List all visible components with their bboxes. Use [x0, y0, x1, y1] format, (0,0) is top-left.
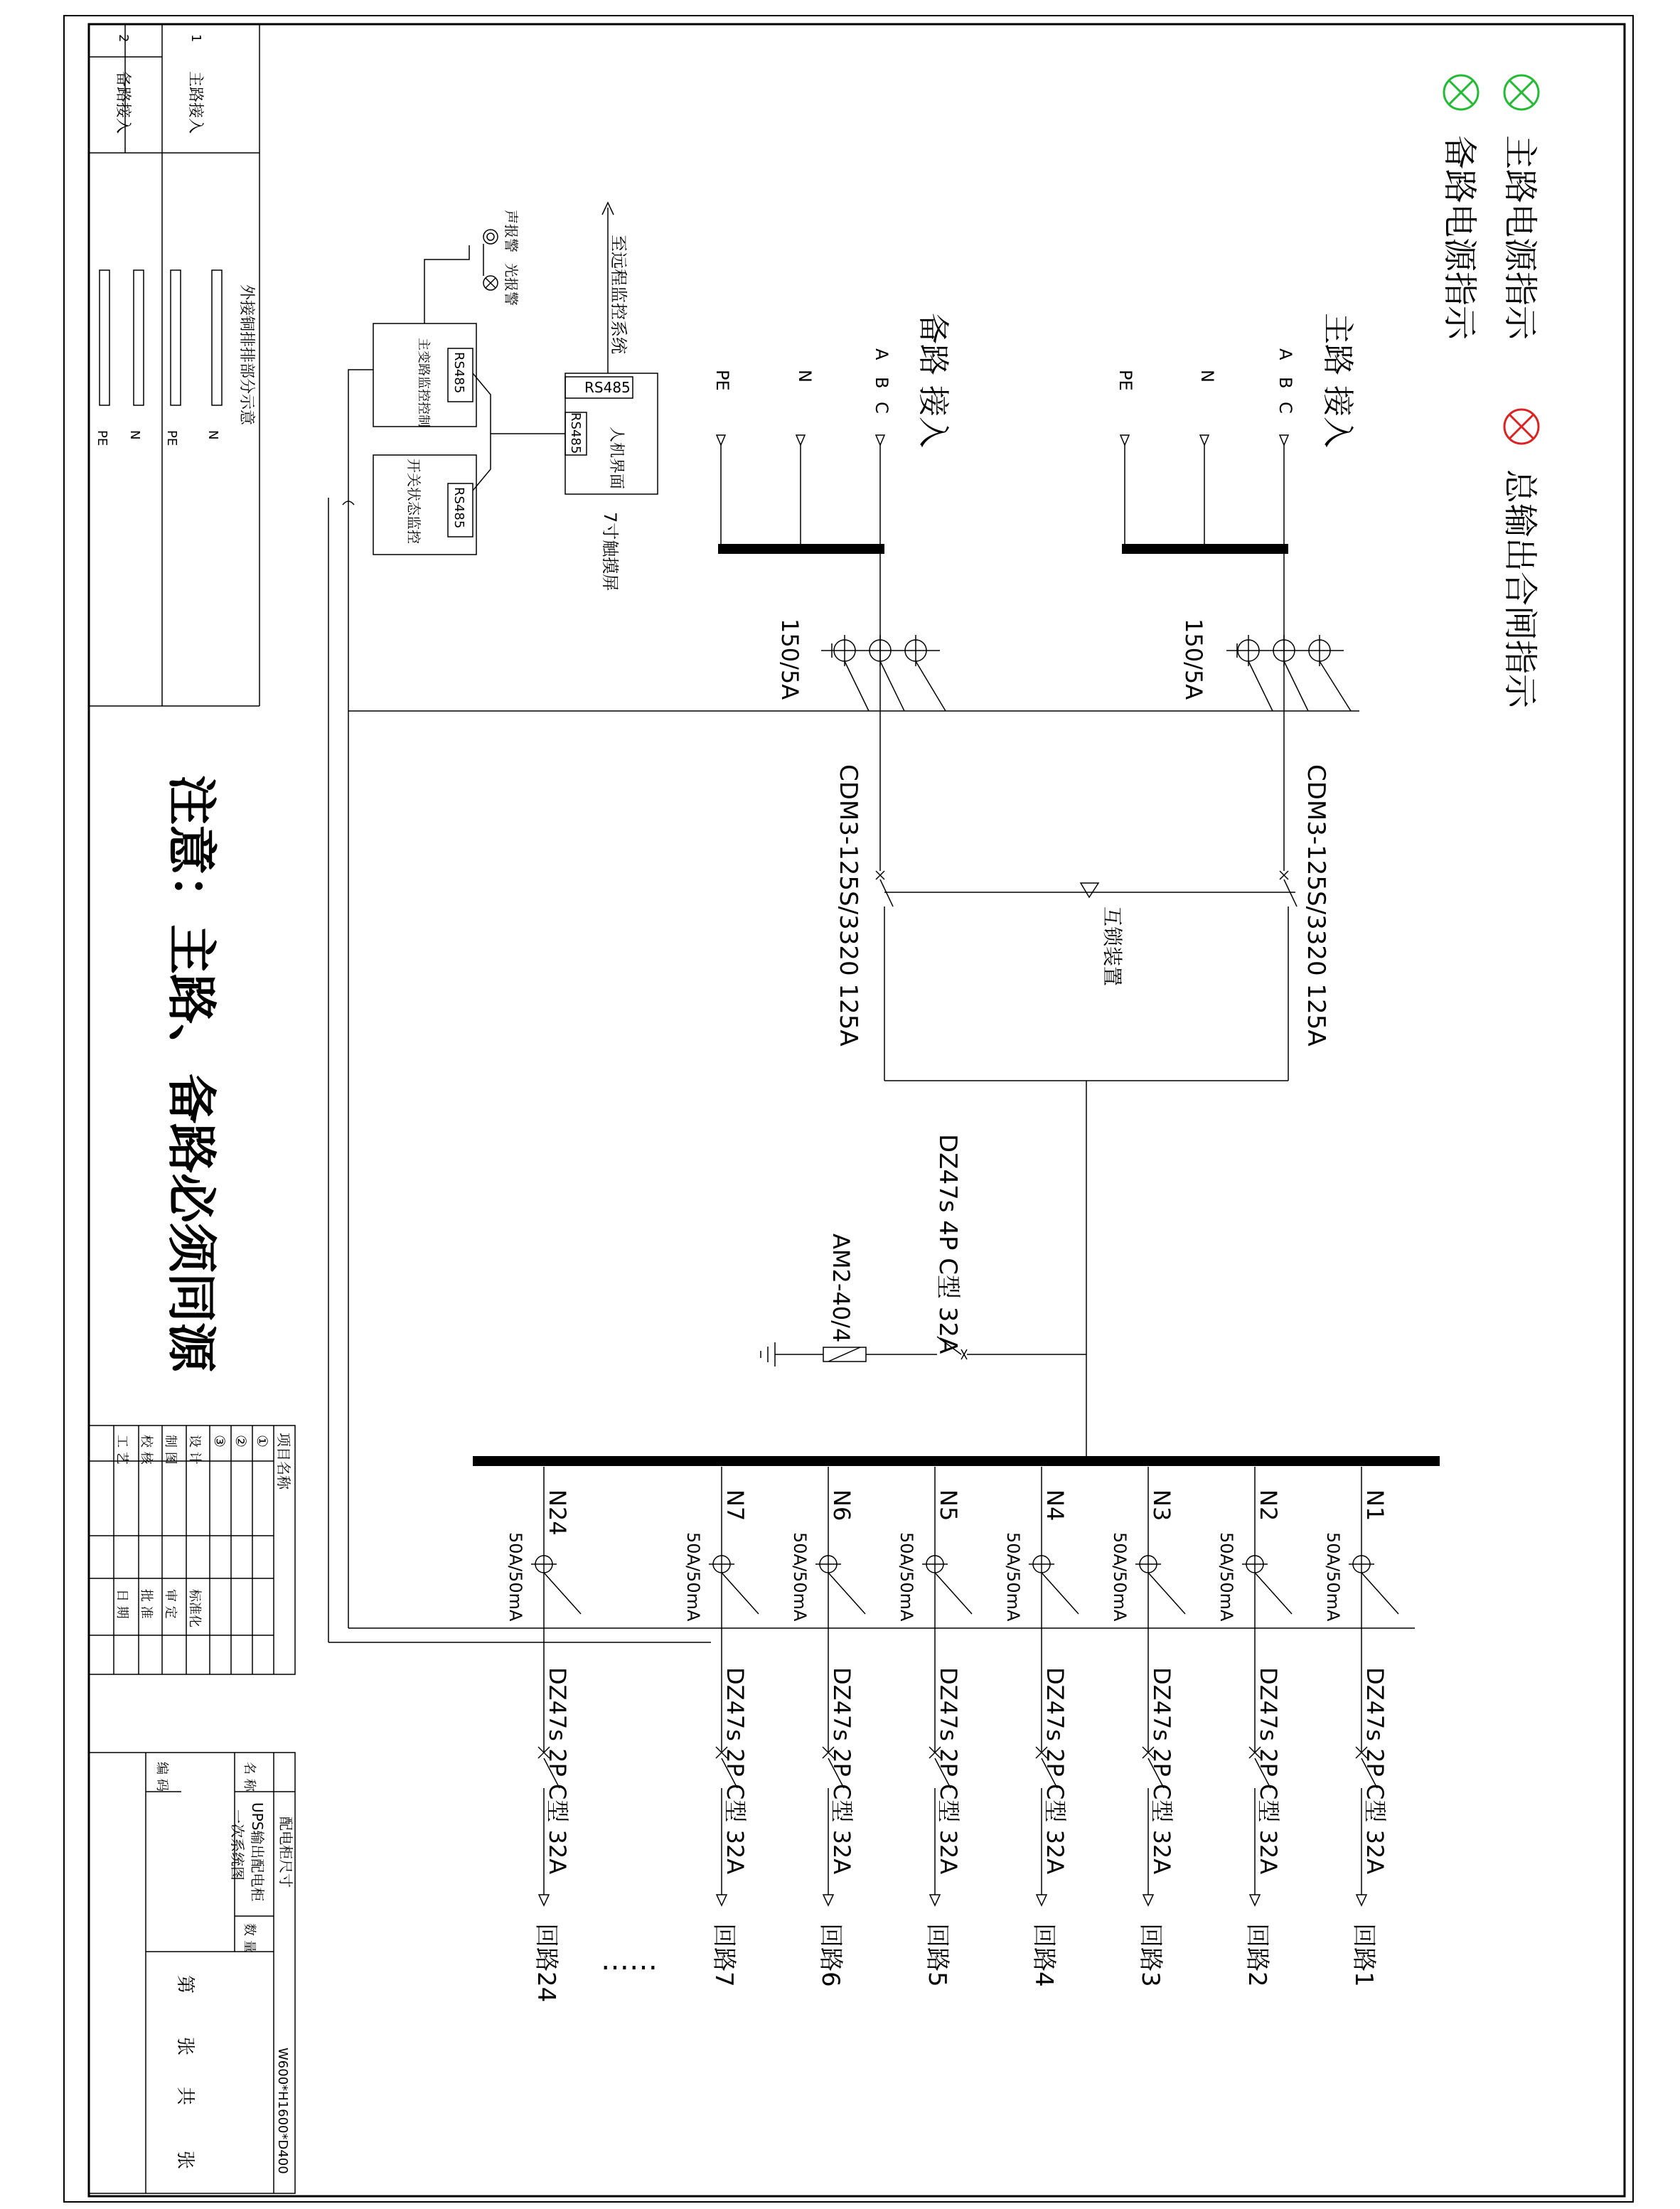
tb-craft: 工 艺 [114, 1435, 129, 1465]
backup-power-lamp-icon [1444, 75, 1478, 109]
branch-n-label: N3 [1148, 1489, 1175, 1521]
branch-rcd-label: 50A/50mA [1110, 1532, 1130, 1622]
hmi-rs485-a: RS485 [584, 379, 631, 396]
light-alarm-label: 光报警 [503, 263, 520, 306]
branch-rcd-label: 50A/50mA [1216, 1532, 1236, 1622]
main-mcb-label: DZ47s 4P C型 32A [933, 1134, 962, 1354]
light-alarm-icon [483, 276, 498, 290]
tb-name1: UPS输出配电柜 [249, 1802, 266, 1902]
tb-c2: ② [232, 1435, 250, 1448]
hmi-label: 人机界面 [607, 427, 625, 490]
legend [1440, 75, 1540, 709]
output-arrow-icon [717, 1895, 727, 1905]
tb-sheet3: 共 [174, 2087, 196, 2106]
copper-main-access: 主路接入 [186, 71, 204, 134]
copper-bar-1 [212, 270, 222, 405]
hmi-rs485-b: RS485 [568, 412, 583, 454]
copper-n-1: N [205, 430, 220, 440]
branch-mcb-label: DZ47s 2P C型 32A [935, 1667, 962, 1875]
branch-rcd-label: 50A/50mA [1003, 1532, 1023, 1622]
copper-pe-2: PE [95, 430, 109, 446]
branch-mcb-label: DZ47s 2P C型 32A [1042, 1667, 1069, 1875]
title-block [89, 1426, 295, 2193]
branch-4 [1003, 1467, 1079, 1987]
branch-circuits [505, 1467, 1398, 2002]
main-ct-icon [1226, 635, 1351, 711]
tb-size-label: 配电柜尺寸 [277, 1817, 294, 1888]
copper-row1-num: 1 [188, 34, 203, 43]
tb-sheet1: 第 [174, 1975, 196, 1994]
branch-2 [1216, 1467, 1292, 1987]
switch-monitor-rs485: RS485 [451, 487, 466, 529]
backup-phase-c: C [872, 402, 892, 414]
copper-pe-1: PE [164, 430, 179, 446]
branch-mcb-label: DZ47s 2P C型 32A [1255, 1667, 1282, 1875]
main-n-label: N [1197, 370, 1217, 383]
branch-output-label: 回路5 [923, 1923, 951, 1987]
branch-n-label: N24 [544, 1489, 571, 1536]
inner-border [89, 24, 1625, 2196]
copper-bar-table [89, 24, 260, 706]
output-arrow-icon [1357, 1895, 1366, 1905]
main-pe-label: PE [1115, 370, 1135, 391]
branch-output-label: 回路7 [710, 1923, 738, 1987]
branch-n-label: N7 [722, 1489, 749, 1521]
tb-qty-label: 数 量 [242, 1923, 257, 1953]
note: 注意：主路、备路必须同源 [162, 775, 220, 1372]
control-blocks [348, 203, 658, 591]
main-input [1115, 313, 1356, 1047]
branch-output-label: 回路3 [1136, 1923, 1165, 1987]
copper-n-2: N [127, 430, 142, 440]
legend-main-power: 主路电源指示 [1500, 135, 1540, 341]
main-ct-label: 150/5A [1180, 619, 1207, 700]
copper-row2-num: 2 [116, 34, 131, 43]
branch-rcd-label: 50A/50mA [790, 1532, 810, 1622]
main-phase-a: A [1275, 348, 1295, 360]
tb-name-label: 名 称 [242, 1762, 257, 1792]
tb-approve: 批 准 [139, 1589, 154, 1619]
branch-n-label: N6 [828, 1489, 855, 1521]
backup-phase-a: A [872, 348, 892, 360]
backup-input [712, 313, 951, 1047]
branch-mcb-label: DZ47s 2P C型 32A [1148, 1667, 1175, 1875]
branch-rcd-label: 50A/50mA [505, 1532, 525, 1622]
sound-alarm-label: 声报警 [503, 210, 520, 252]
output-arrow-icon [1143, 1895, 1153, 1905]
branch-1 [1323, 1467, 1398, 1987]
legend-output-close: 总输出合闸指示 [1500, 469, 1540, 709]
main-breaker-label: CDM3-125S/3320 125A [1302, 764, 1330, 1047]
copper-bar-3 [134, 270, 144, 405]
backup-pe-label: PE [712, 370, 732, 391]
interlock-device [884, 883, 1295, 1081]
tb-name2: 一次系统图 [229, 1809, 246, 1881]
backup-breaker-label: CDM3-125S/3320 125A [834, 764, 862, 1047]
branch-output-label: 回路4 [1029, 1923, 1058, 1987]
sound-alarm-icon [483, 230, 498, 244]
main-monitor-rs485: RS485 [451, 352, 466, 394]
branch-n-label: N1 [1361, 1489, 1389, 1521]
spd-icon [761, 1337, 1086, 1366]
legend-backup-power: 备路电源指示 [1440, 135, 1480, 341]
tb-project: 项目名称 [275, 1433, 292, 1489]
branch-n-label: N4 [1042, 1489, 1069, 1521]
tb-sheet4: 张 [174, 2151, 196, 2170]
branch-mcb-label: DZ47s 2P C型 32A [828, 1667, 855, 1875]
main-phase-b: B [1275, 377, 1295, 389]
branch-output-label: 回路1 [1349, 1923, 1378, 1987]
switch-monitor-label: 开关状态监控 [405, 459, 422, 544]
branch-n-label: N5 [935, 1489, 962, 1521]
tb-standard: 标准化 [187, 1589, 202, 1627]
remote-label: 至远程监控系统 [609, 235, 628, 354]
output-arrow-icon [823, 1895, 833, 1905]
interlock-label: 互锁装置 [1101, 906, 1124, 987]
backup-input-title: 备路 接入 [915, 313, 951, 448]
copper-bar-2 [171, 270, 181, 405]
tb-review: 审 定 [163, 1589, 178, 1619]
branch-3 [1110, 1467, 1185, 1987]
backup-ct-icon [821, 635, 946, 711]
main-phase-c: C [1275, 402, 1295, 414]
tb-c1: ① [254, 1435, 271, 1448]
ellipsis: …… [601, 1944, 658, 1977]
branch-output-label: 回路2 [1243, 1923, 1271, 1987]
output-close-lamp-icon [1504, 410, 1539, 444]
branch-7 [683, 1467, 759, 1987]
copper-backup-access: 备路接入 [114, 71, 132, 134]
output-arrow-icon [930, 1895, 940, 1905]
hmi-screen: 7寸触摸屏 [600, 512, 620, 592]
tb-date: 日 期 [114, 1589, 129, 1619]
main-power-lamp-icon [1504, 75, 1539, 109]
output-arrow-icon [539, 1895, 549, 1905]
branch-n-label: N2 [1255, 1489, 1282, 1521]
branch-output-label: 回路24 [532, 1923, 560, 2003]
copper-bar-4 [100, 270, 109, 405]
tb-design: 设 计 [187, 1435, 202, 1465]
tb-draw: 制 图 [163, 1435, 178, 1465]
branch-6 [790, 1467, 865, 1987]
backup-phase-b: B [872, 377, 892, 389]
branch-mcb-label: DZ47s 2P C型 32A [722, 1667, 749, 1875]
main-monitor-label: 主变路监控控制 [416, 338, 431, 427]
output-arrow-icon [1250, 1895, 1260, 1905]
branch-rcd-label: 50A/50mA [897, 1532, 916, 1622]
output-arrow-icon [1037, 1895, 1047, 1905]
branch-mcb-label: DZ47s 2P C型 32A [1361, 1667, 1389, 1875]
tb-size: W600*H1600*D400 [275, 2048, 290, 2174]
tb-sheet2: 张 [174, 2037, 196, 2056]
tb-code-label: 编 码 [154, 1762, 169, 1792]
spd-label: AM2-40/4 [828, 1234, 855, 1343]
backup-ct-label: 150/5A [776, 619, 803, 700]
branch-8 [505, 1467, 581, 2002]
backup-n-label: N [795, 370, 815, 383]
branch-output-label: 回路6 [816, 1923, 845, 1987]
branch-rcd-label: 50A/50mA [683, 1532, 703, 1622]
tb-c3: ③ [211, 1435, 228, 1448]
branch-rcd-label: 50A/50mA [1323, 1532, 1343, 1622]
main-input-title: 主路 接入 [1320, 313, 1356, 448]
copper-title: 外接铜排排部分示意 [237, 284, 255, 426]
branch-mcb-label: DZ47s 2P C型 32A [544, 1667, 571, 1875]
branch-5 [897, 1467, 972, 1987]
tb-check: 校 核 [139, 1435, 154, 1465]
